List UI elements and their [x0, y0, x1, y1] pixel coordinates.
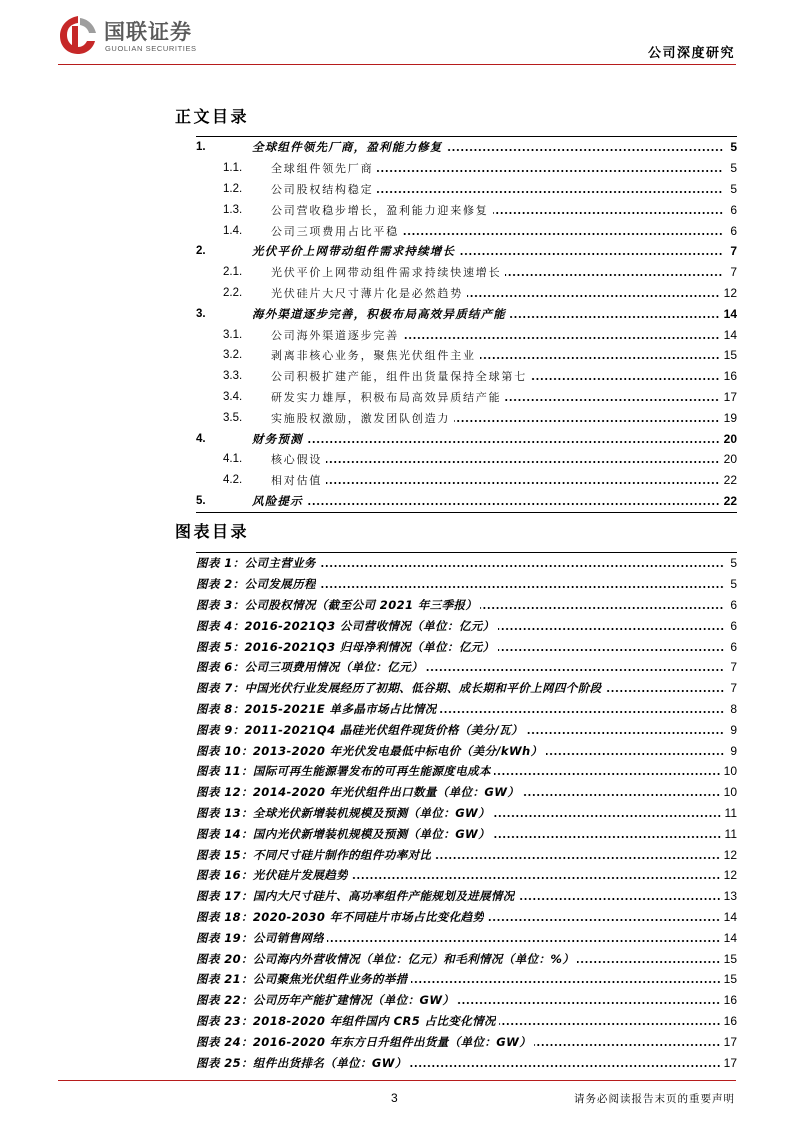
figure-entry[interactable]: [196, 719, 737, 740]
toc-entry-title: 光伏硅片大尺寸薄片化是必然趋势: [271, 286, 463, 300]
toc-entry-title: 相对估值: [271, 474, 323, 488]
dot-leader: [605, 689, 724, 693]
figure-entry-title: 图表 11：国际可再生能源署发布的可再生能源度电成本: [196, 764, 491, 779]
toc-entry-number: 3.5.: [223, 411, 243, 424]
dot-leader: [493, 211, 723, 215]
figure-entry-title: 图表 5：2016-2021Q3 归母净利情况（单位：亿元）: [196, 639, 495, 654]
footer-divider: [58, 1080, 736, 1081]
figure-entry[interactable]: [196, 636, 737, 657]
figure-entry-title: 图表 20：公司海内外营收情况（单位：亿元）和毛利情况（单位：%）: [196, 951, 575, 966]
figure-entry[interactable]: [196, 1052, 737, 1073]
figure-entry-title: 图表 23：2018-2020 年组件国内 CR5 占比变化情况: [196, 1013, 496, 1028]
figure-entry-title: 图表 19：公司销售网络: [196, 930, 325, 945]
dot-leader: [493, 814, 722, 818]
toc-entry-page: 14: [723, 327, 737, 342]
toc-entry-number: 1.2.: [223, 182, 243, 195]
figure-entry[interactable]: [196, 574, 737, 595]
dot-leader: [377, 169, 723, 173]
page-number: 3: [391, 1091, 398, 1105]
figure-entry[interactable]: [196, 969, 737, 990]
toc-entry-section[interactable]: [196, 470, 737, 491]
dot-leader: [447, 148, 724, 152]
figure-entry-title: 图表 13：全球光伏新增装机规模及预测（单位：GW）: [196, 805, 491, 820]
figure-entry[interactable]: [196, 657, 737, 678]
figure-entry-title: 图表 16：光伏硅片发展趋势: [196, 868, 349, 883]
toc-entry-section[interactable]: [196, 345, 737, 366]
toc-entry-section[interactable]: [196, 407, 737, 428]
figure-entry[interactable]: [196, 678, 737, 699]
company-logo: [58, 14, 218, 58]
figure-entry-page: 12: [723, 847, 737, 862]
toc-entry-title: 全球组件领先厂商: [271, 162, 374, 176]
figure-entry-page: 11: [724, 826, 737, 841]
toc-entry-number: 5.: [196, 494, 206, 507]
dot-leader: [403, 232, 723, 236]
toc-entry-section[interactable]: [196, 262, 737, 283]
figure-entry-page: 16: [723, 993, 737, 1008]
dot-leader: [480, 606, 724, 610]
toc-list: [196, 137, 737, 511]
dot-leader: [480, 356, 720, 360]
toc-entry-number: 1.: [196, 141, 206, 154]
dot-leader: [505, 398, 719, 402]
toc-entry-page: 5: [730, 140, 737, 155]
figure-entry-title: 图表 15：不同尺寸硅片制作的组件功率对比: [196, 847, 432, 862]
toc-entry-chapter[interactable]: [196, 137, 737, 158]
dot-leader: [493, 835, 722, 839]
figure-entry[interactable]: [196, 553, 737, 574]
figure-entry-title: 图表 3：公司股权情况（截至公司 2021 年三季报）: [196, 597, 478, 612]
figure-entry-page: 13: [723, 889, 737, 904]
figure-entry-page: 5: [730, 556, 737, 571]
toc-entry-title: 公司股权结构稳定: [271, 182, 374, 196]
dot-leader: [351, 876, 721, 880]
dot-leader: [319, 564, 724, 568]
dot-leader: [577, 960, 720, 964]
toc-entry-number: 1.4.: [223, 224, 243, 237]
toc-entry-title: 剥离非核心业务，聚焦光伏组件主业: [271, 349, 476, 363]
figure-entry-page: 6: [730, 597, 737, 612]
logo-english-name: GUOLIAN SECURITIES: [105, 44, 197, 53]
dot-leader: [327, 939, 720, 943]
figure-entry[interactable]: [196, 844, 737, 865]
toc-entry-section[interactable]: [196, 324, 737, 345]
dot-leader: [440, 710, 724, 714]
figure-entry-title: 图表 9：2011-2021Q4 晶硅光伏组件现货价格（美分/瓦）: [196, 722, 523, 737]
dot-leader: [454, 419, 719, 423]
figure-entry-page: 11: [724, 805, 737, 820]
dot-leader: [459, 252, 723, 256]
figure-entry-title: 图表 24：2016-2020 年东方日升组件出货量（单位：GW）: [196, 1034, 532, 1049]
toc-entry-page: 22: [723, 473, 737, 488]
footer-disclaimer: 请务必阅读报告末页的重要声明: [574, 1093, 735, 1105]
toc-entry-title: 全球组件领先厂商，盈利能力修复: [252, 140, 443, 155]
toc-entry-section[interactable]: [196, 199, 737, 220]
toc-entry-page: 19: [723, 410, 737, 425]
figure-entry[interactable]: [196, 823, 737, 844]
toc-entry-chapter[interactable]: [196, 428, 737, 449]
figure-entry[interactable]: [196, 948, 737, 969]
figure-entry-page: 15: [723, 951, 737, 966]
figure-entry-page: 15: [723, 972, 737, 987]
figure-entry[interactable]: [196, 886, 737, 907]
toc-entry-number: 1.1.: [223, 162, 243, 175]
figure-entry-title: 图表 2：公司发展历程: [196, 577, 316, 592]
dot-leader: [426, 668, 724, 672]
figure-entry-title: 图表 10：2013-2020 年光伏发电最低中标电价（美分/kWh）: [196, 743, 543, 758]
toc-entry-page: 16: [723, 369, 737, 384]
figure-entry[interactable]: [196, 761, 737, 782]
toc-entry-chapter[interactable]: [196, 303, 737, 324]
toc-entry-page: 20: [723, 452, 737, 467]
toc-entry-title: 光伏平价上网带动组件需求持续快速增长: [271, 266, 502, 280]
toc-entry-page: 22: [723, 493, 737, 508]
figure-entry-title: 图表 4：2016-2021Q3 公司营收情况（单位：亿元）: [196, 618, 495, 633]
header-divider: [58, 64, 736, 65]
toc-entry-number: 3.: [196, 307, 206, 320]
page-header: [0, 0, 793, 70]
dot-leader: [403, 336, 720, 340]
dot-leader: [434, 856, 720, 860]
figure-entry-page: 14: [723, 930, 737, 945]
toc-entry-title: 风险提示: [252, 493, 303, 508]
figure-entry-title: 图表 22：公司历年产能扩建情况（单位：GW）: [196, 993, 455, 1008]
toc-entry-page: 7: [730, 244, 737, 259]
figure-entry-page: 8: [730, 701, 737, 716]
toc-entry-title: 实施股权激励，激发团队创造力: [271, 411, 451, 425]
toc-entry-title: 公司营收稳步增长，盈利能力迎来修复: [271, 203, 489, 217]
logo-chinese-name: 国联证券: [104, 20, 192, 44]
toc-entry-number: 1.3.: [223, 203, 243, 216]
toc-entry-title: 公司海外渠道逐步完善: [271, 328, 399, 342]
figure-entry[interactable]: [196, 865, 737, 886]
dot-leader: [498, 627, 724, 631]
toc-entry-section[interactable]: [196, 449, 737, 470]
toc-entry-page: 5: [730, 181, 737, 196]
dot-leader: [457, 1001, 720, 1005]
guolian-logo-icon: [58, 14, 98, 56]
figure-entry-title: 图表 7：中国光伏行业发展经历了初期、低谷期、成长期和平价上网四个阶段: [196, 681, 602, 696]
figure-entry[interactable]: [196, 615, 737, 636]
figure-entry[interactable]: [196, 803, 737, 824]
dot-leader: [326, 481, 719, 485]
dot-leader: [510, 315, 720, 319]
figure-entry-page: 9: [730, 722, 737, 737]
toc-entry-section[interactable]: [196, 158, 737, 179]
figures-heading: 图表目录: [175, 522, 250, 541]
toc-entry-page: 17: [723, 389, 737, 404]
dot-leader: [526, 731, 724, 735]
figure-entry-page: 17: [723, 1055, 737, 1070]
dot-leader: [307, 502, 720, 506]
dot-leader: [410, 1064, 721, 1068]
toc-entry-number: 4.2.: [223, 474, 243, 487]
figure-entry-page: 10: [723, 785, 737, 800]
figure-entry[interactable]: [196, 782, 737, 803]
toc-entry-number: 4.: [196, 432, 206, 445]
dot-leader: [522, 793, 720, 797]
figure-entry[interactable]: [196, 1031, 737, 1052]
dot-leader: [518, 897, 721, 901]
dot-leader: [546, 752, 724, 756]
dot-leader: [499, 1022, 721, 1026]
toc-heading: 正文目录: [175, 107, 250, 126]
toc-entry-page: 5: [730, 161, 737, 176]
toc-entry-section[interactable]: [196, 366, 737, 387]
toc-entry-section[interactable]: [196, 179, 737, 200]
figure-entry[interactable]: [196, 595, 737, 616]
dot-leader: [411, 980, 721, 984]
figure-entry[interactable]: [196, 1011, 737, 1032]
figure-entry-title: 图表 12：2014-2020 年光伏组件出口数量（单位：GW）: [196, 785, 520, 800]
toc-entry-number: 2.1.: [223, 266, 243, 279]
figure-entry-page: 6: [730, 639, 737, 654]
figure-entry-page: 7: [730, 681, 737, 696]
dot-leader: [494, 772, 721, 776]
toc-entry-section[interactable]: [196, 283, 737, 304]
figure-entry-page: 10: [723, 764, 737, 779]
toc-entry-title: 光伏平价上网带动组件需求持续增长: [252, 244, 456, 259]
figures-list: [196, 553, 737, 1073]
toc-entry-page: 15: [723, 348, 737, 363]
figure-entry-title: 图表 17：国内大尺寸硅片、高功率组件产能规划及进展情况: [196, 889, 515, 904]
toc-entry-number: 3.2.: [223, 349, 243, 362]
dot-leader: [531, 377, 720, 381]
figure-entry-title: 图表 8：2015-2021E 单多晶市场占比情况: [196, 701, 437, 716]
figure-entry-page: 17: [723, 1034, 737, 1049]
toc-entry-chapter[interactable]: [196, 241, 737, 262]
dot-leader: [487, 918, 720, 922]
figure-entry-page: 6: [730, 618, 737, 633]
toc-entry-section[interactable]: [196, 387, 737, 408]
figure-entry-title: 图表 25：组件出货排名（单位：GW）: [196, 1055, 407, 1070]
toc-entry-number: 3.3.: [223, 370, 243, 383]
dot-leader: [319, 585, 724, 589]
toc-entry-title: 公司积极扩建产能，组件出货量保持全球第七: [271, 370, 527, 384]
dot-leader: [307, 440, 720, 444]
toc-entry-number: 3.4.: [223, 390, 243, 403]
report-type-label: 公司深度研究: [647, 46, 735, 61]
toc-bottom-rule: [196, 512, 737, 513]
dot-leader: [505, 273, 723, 277]
figure-entry[interactable]: [196, 740, 737, 761]
figure-entry-page: 16: [723, 1013, 737, 1028]
toc-entry-title: 海外渠道逐步完善，积极布局高效异质结产能: [252, 306, 506, 321]
dot-leader: [467, 294, 720, 298]
figure-entry-title: 图表 21：公司聚焦光伏组件业务的举措: [196, 972, 408, 987]
dot-leader: [377, 190, 723, 194]
figure-entry-title: 图表 14：国内光伏新增装机规模及预测（单位：GW）: [196, 826, 491, 841]
toc-entry-title: 研发实力雄厚，积极布局高效异质结产能: [271, 390, 502, 404]
figure-entry-page: 7: [730, 660, 737, 675]
figure-entry[interactable]: [196, 907, 737, 928]
figure-entry-page: 12: [723, 868, 737, 883]
dot-leader: [534, 1043, 721, 1047]
toc-entry-number: 3.1.: [223, 328, 243, 341]
figure-entry-title: 图表 6：公司三项费用情况（单位：亿元）: [196, 660, 424, 675]
figure-entry[interactable]: [196, 699, 737, 720]
toc-entry-chapter[interactable]: [196, 491, 737, 512]
figure-entry-title: 图表 1：公司主营业务: [196, 556, 316, 571]
toc-entry-page: 6: [730, 202, 737, 217]
figure-entry[interactable]: [196, 927, 737, 948]
figure-entry[interactable]: [196, 990, 737, 1011]
figure-entry-page: 9: [730, 743, 737, 758]
toc-entry-number: 4.1.: [223, 453, 243, 466]
dot-leader: [498, 648, 724, 652]
dot-leader: [326, 460, 719, 464]
toc-entry-page: 12: [723, 285, 737, 300]
toc-entry-title: 财务预测: [252, 431, 303, 446]
toc-entry-page: 6: [730, 223, 737, 238]
toc-entry-section[interactable]: [196, 220, 737, 241]
toc-entry-title: 核心假设: [271, 453, 323, 467]
figure-entry-title: 图表 18：2020-2030 年不同硅片市场占比变化趋势: [196, 909, 485, 924]
toc-entry-number: 2.2.: [223, 286, 243, 299]
toc-entry-page: 14: [723, 306, 737, 321]
toc-entry-title: 公司三项费用占比平稳: [271, 224, 399, 238]
toc-entry-page: 20: [723, 431, 737, 446]
toc-entry-number: 2.: [196, 245, 206, 258]
toc-entry-page: 7: [730, 265, 737, 280]
figure-entry-page: 5: [730, 577, 737, 592]
figure-entry-page: 14: [723, 909, 737, 924]
